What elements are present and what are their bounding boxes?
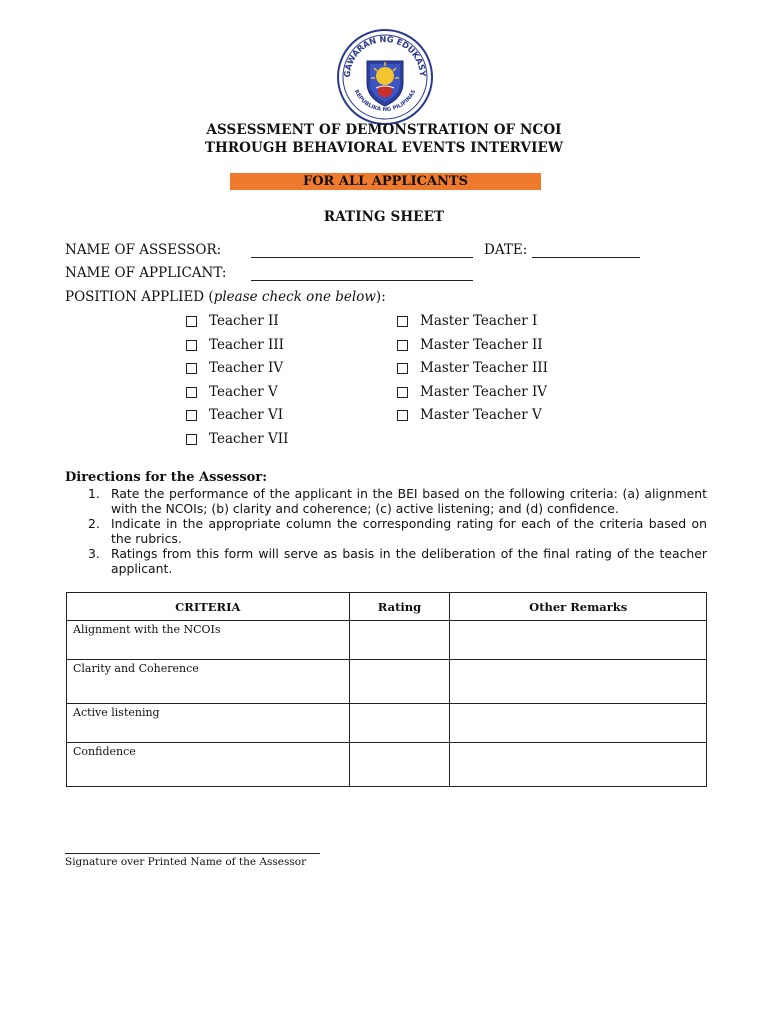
remarks-header: Other Remarks: [450, 593, 707, 621]
table-row: [67, 743, 707, 787]
document-title-line1: ASSESSMENT OF DEMONSTRATION OF NCOI: [206, 122, 562, 138]
position-option[interactable]: Master Teacher I: [397, 313, 537, 329]
position-option[interactable]: Teacher V: [186, 384, 278, 400]
direction-item: 2. Indicate in the appropriate column the corresponding rating for each of the criteria based on the rubrics.: [88, 516, 707, 546]
position-option[interactable]: Master Teacher II: [397, 337, 543, 353]
checkbox[interactable]: [397, 340, 408, 351]
checkbox[interactable]: [186, 363, 197, 374]
rating-cell[interactable]: [349, 704, 450, 743]
criteria-header: CRITERIA: [67, 593, 350, 621]
rating-cell[interactable]: [349, 743, 450, 787]
assessor-name-field[interactable]: [251, 257, 473, 258]
applicant-label: NAME OF APPLICANT:: [65, 265, 227, 281]
checkbox[interactable]: [397, 363, 408, 374]
assessor-label: NAME OF ASSESSOR:: [65, 242, 222, 258]
signature-caption: Signature over Printed Name of the Assessor: [65, 856, 307, 868]
position-option[interactable]: Master Teacher IV: [397, 384, 547, 400]
remarks-cell[interactable]: [450, 704, 707, 743]
rating-cell[interactable]: [349, 660, 450, 704]
position-option[interactable]: Teacher VI: [186, 407, 283, 423]
rating-sheet-heading: RATING SHEET: [323, 209, 445, 225]
applicant-name-field[interactable]: [251, 280, 473, 281]
criteria-cell: Active listening: [67, 704, 350, 743]
position-option[interactable]: Master Teacher V: [397, 407, 542, 423]
table-row: [67, 704, 707, 743]
checkbox[interactable]: [397, 410, 408, 421]
directions-heading: Directions for the Assessor:: [65, 470, 268, 485]
rating-cell[interactable]: [349, 621, 450, 660]
table-row: [67, 621, 707, 660]
deped-seal: [336, 28, 434, 126]
checkbox[interactable]: [186, 410, 197, 421]
direction-item: 3. Ratings from this form will serve as basis in the deliberation of the final rating of the teacher applicant.: [88, 546, 707, 576]
rating-header: Rating: [349, 593, 450, 621]
criteria-cell: Confidence: [67, 743, 350, 787]
date-field[interactable]: [532, 257, 640, 258]
svg-text:KAGAWARAN NG EDUKASYON: GAWARAN NG EDUKASY: [341, 33, 429, 78]
checkbox[interactable]: [186, 340, 197, 351]
direction-item: 1. Rate the performance of the applicant in the BEI based on the following criteria: (a) alignment with the NCOIs; (b) clarity and coherence; (c) active listening; and (d) confidence.: [88, 486, 707, 516]
position-option[interactable]: Teacher III: [186, 337, 284, 353]
remarks-cell[interactable]: [450, 743, 707, 787]
checkbox[interactable]: [397, 387, 408, 398]
table-header-row: [67, 593, 707, 621]
position-option[interactable]: Master Teacher III: [397, 360, 548, 376]
document-title-line2: THROUGH BEHAVIORAL EVENTS INTERVIEW: [204, 140, 564, 156]
checkbox[interactable]: [186, 316, 197, 327]
checkbox[interactable]: [397, 316, 408, 327]
signature-line[interactable]: [65, 853, 320, 854]
checkbox[interactable]: [186, 387, 197, 398]
checkbox[interactable]: [186, 434, 197, 445]
remarks-cell[interactable]: [450, 621, 707, 660]
criteria-table: [66, 592, 707, 787]
position-option[interactable]: Teacher VII: [186, 431, 288, 447]
position-option[interactable]: Teacher II: [186, 313, 279, 329]
applicants-banner: FOR ALL APPLICANTS: [230, 173, 541, 190]
criteria-cell: Alignment with the NCOIs: [67, 621, 350, 660]
svg-text:REPUBLIKA NG PILIPINAS: REPUBLIKA NG PILIPINAS: [352, 88, 418, 113]
table-row: [67, 660, 707, 704]
position-label: POSITION APPLIED (please check one below):: [65, 289, 386, 305]
criteria-cell: Clarity and Coherence: [67, 660, 350, 704]
remarks-cell[interactable]: [450, 660, 707, 704]
date-label: DATE:: [484, 242, 528, 258]
position-option[interactable]: Teacher IV: [186, 360, 283, 376]
